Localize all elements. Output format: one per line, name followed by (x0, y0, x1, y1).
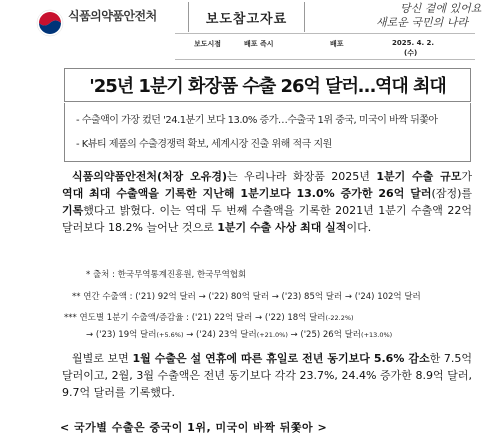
q1-export-note-line-1 (64, 311, 354, 323)
q1-note-text-3: → ('24) 23억 달러 (183, 330, 257, 340)
source-note: * 출처 : 한국무역통계진흥원, 한국무역협회 (86, 270, 247, 280)
paragraph-1-text-1: 는 우리나라 화장품 2025년 (226, 170, 377, 183)
paragraph-1-bold-5: 1분기 수출 사상 최대 실적 (217, 221, 347, 234)
paragraph-1 (62, 168, 472, 236)
paragraph-2-bold-1: 1월 수출은 설 연휴에 따른 휴일로 전년 동기보다 5.6% 감소 (132, 352, 430, 365)
slogan-line-2: 새로운 국민의 나라 (376, 16, 469, 29)
annual-export-note: ** 연간 수출액 : ('21) 92억 달러 → ('22) 80억 달러 → ('23) 85억 달러 → ('24) 102억 달러 (72, 292, 421, 302)
paragraph-1-text-5: 이다. (346, 221, 372, 234)
paragraph-2-text-2: 한 7.5억 달러이고, 2월, 3월 수출액은 전년 동기보다 각각 23.7%, 24.4% 증가한 8.9억 달러, 9.7억 달러를 기록했다. (62, 352, 472, 399)
release-value: 배포 즉시 (244, 40, 274, 48)
section-header: < 국가별 수출은 중국이 1위, 미국이 바짝 뒤쫓아 > (60, 421, 328, 434)
subtitle-2: - K뷰티 제품의 수출경쟁력 확보, 세계시장 진출 위해 적극 지원 (76, 139, 332, 150)
organization-name: 식품의약품안전처 (68, 9, 157, 23)
distribution-label: 배포 (330, 40, 344, 48)
q1-note-pct-2: (+5.6%) (156, 331, 184, 339)
paragraph-2-text-1: 월별로 보면 (72, 352, 133, 365)
q1-note-text-4: → ('25) 26억 달러 (287, 330, 362, 340)
release-label: 보도시점 (194, 40, 222, 48)
q1-note-pct-3: (+21.0%) (256, 331, 288, 339)
paragraph-1-bold-2: 1분기 수출 규모 (376, 170, 462, 183)
q1-note-text-2: → ('23) 19억 달러 (86, 330, 157, 340)
paragraph-1-agency: 식품의약품안전처(처장 오유경) (72, 170, 227, 183)
slogan-logo (372, 2, 492, 36)
q1-note-text-1: *** 연도별 1분기 수출액/증감율 : ('21) 22억 달러 → ('22) 18억 달러 (64, 313, 326, 323)
q1-note-pct-4: (+13.0%) (361, 331, 393, 339)
slogan-line-1: 당신 곁에 있어요 (400, 2, 482, 15)
paragraph-1-bold-4: 기록 (62, 204, 84, 217)
paragraph-1-text-2: 가 (461, 170, 472, 183)
subtitle-1: - 수출액이 가장 컸던 '24.1분기 보다 13.0% 증가…수출국 1위 중국, 미국이 바짝 뒤쫓아 (76, 115, 438, 126)
distribution-weekday: (수) (404, 49, 418, 57)
paragraph-2 (62, 350, 472, 401)
paragraph-1-text-4: 했다고 밝혔다. 이는 역대 두 번째 수출액을 기록한 2021년 1분기 수출액 22억 달러보다 18.2% 늘어난 것으로 (62, 204, 472, 234)
main-title: '25년 1분기 화장품 수출 26억 달러…역대 최대 (64, 68, 471, 102)
paragraph-1-text-3: (잠정)를 (431, 187, 472, 200)
distribution-date: 2025. 4. 2. (392, 39, 435, 47)
document-type: 보도참고자료 (188, 2, 305, 32)
q1-note-pct-1: (-22.2%) (325, 314, 354, 322)
government-emblem-icon (36, 9, 64, 37)
paragraph-1-bold-3: 역대 최대 수출액을 기록한 지난해 1분기보다 13.0% 증가한 26억 달러 (62, 187, 432, 200)
q1-export-note-line-2 (86, 328, 392, 340)
